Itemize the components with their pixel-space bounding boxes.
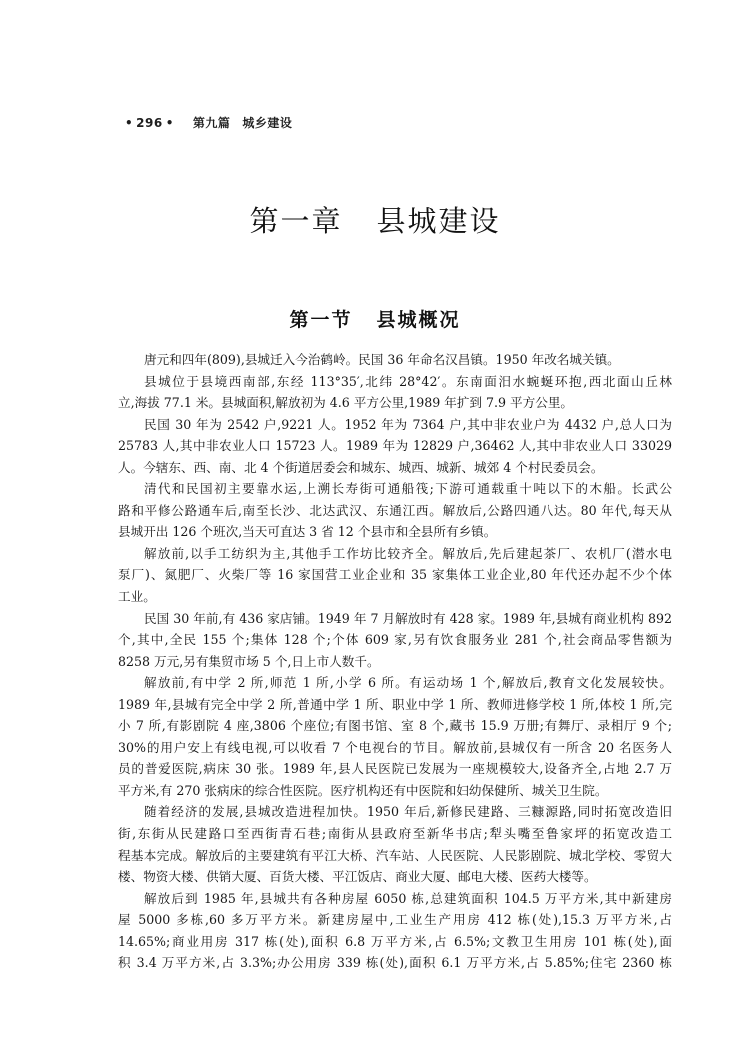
section-number: 第一节 [289, 309, 353, 331]
section-title: 县城概况 [376, 309, 461, 331]
text-line: 程基本完成。解放后的主要建筑有平江大桥、汽车站、人民医院、人民影剧院、城北学校、零贸大 [118, 847, 672, 863]
part-number: 第九篇 [192, 116, 231, 130]
part-title: 城乡建设 [242, 116, 293, 130]
section-heading [0, 305, 750, 332]
chapter-title: 县城建设 [376, 204, 501, 238]
chapter-number: 第一章 [249, 204, 343, 238]
text-line: 屋 5000 多栋,60 多万平方米。新建房屋中,工业生产用房 412 栋(处),15.3 万平方米,占 [118, 912, 672, 928]
text-line: 积 3.4 万平方米,占 3.3%;办公用房 339 栋(处),面积 6.1 万平方米,占 5.85%;住宅 2360 栋 [118, 955, 672, 971]
text-line: 随着经济的发展,县城改造进程加快。1950 年后,新修民建路、三糠源路,同时拓宽改造旧 [144, 804, 672, 820]
body-text [118, 349, 672, 974]
bullet-dot: • [125, 116, 134, 130]
text-line: 唐元和四年(809),县城迁入今治鹤岭。民国 36 年命名汉昌镇。1950 年改名城关镇。 [144, 352, 620, 367]
text-line: 解放前,有中学 2 所,师范 1 所,小学 6 所。有运动场 1 个,解放后,教育文化发展较快。 [144, 675, 672, 691]
text-line: 人。今辖东、西、南、北 4 个街道居委会和城东、城西、城新、城郊 4 个村民委员会。 [118, 459, 604, 475]
text-line: 县城开出 126 个班次,当天可直达 3 省 12 个县市和全县所有乡镇。 [118, 524, 497, 540]
text-line: 县城位于县境西南部,东经 113°35′,北纬 28°42′。东南面汨水蜿蜒环抱,西北面山丘林 [144, 373, 672, 389]
text-line: 14.65%;商业用房 317 栋(处),面积 6.8 万平方米,占 6.5%;文教卫生用房 101 栋(处),面 [118, 933, 672, 949]
text-line: 工业。 [118, 589, 156, 605]
text-line: 清代和民国初主要靠水运,上溯长寿街可通船筏;下游可通载重十吨以下的木船。长武公 [144, 481, 672, 497]
text-line: 泵厂)、氮肥厂、火柴厂等 16 家国营工业企业和 35 家集体工业企业,80 年代还办起不少个体 [118, 567, 672, 583]
bullet-dot: • [165, 116, 174, 130]
text-line: 个,其中,全民 155 个;集体 128 个;个体 609 家,另有饮食服务业 281 个,社会商品零售额为 [118, 632, 672, 648]
text-line: 员的普爱医院,病床 30 张。1989 年,县人民医院已发展为一座规模较大,设备齐全,占地 2.7 万 [118, 761, 672, 777]
running-header [122, 114, 292, 131]
text-line: 1989 年,县城有完全中学 2 所,普通中学 1 所、职业中学 1 所、教师进修学校 1 所,体校 1 所,完 [118, 696, 672, 712]
text-line: 楼、物资大楼、供销大厦、百货大楼、平江饭店、商业大厦、邮电大楼、医药大楼等。 [118, 869, 597, 885]
text-line: 平方米,有 270 张病床的综合性医院。医疗机构还有中医院和妇幼保健所、城关卫生院。 [118, 782, 608, 798]
text-line: 8258 万元,另有集贸市场 5 个,日上市人数千。 [118, 653, 380, 669]
page-number: 296 [136, 116, 163, 130]
text-line: 街,东街从民建路口至西街青石巷;南街从县政府至新华书店;犁头嘴至鲁家坪的拓宽改造工 [118, 826, 672, 842]
text-line: 30%的用户安上有线电视,可以收看 7 个电视台的节目。解放前,县城仅有一所含 20 名医务人 [118, 739, 672, 755]
text-line: 路和平修公路通车后,南至长沙、北达武汉、东通江西。解放后,公路四通八达。80 年代,每天从 [118, 502, 672, 518]
text-line: 小 7 所,有影剧院 4 座,3806 个座位;有图书馆、室 8 个,藏书 15.9 万册;有舞厅、录相厅 9 个; [118, 718, 672, 734]
text-line: 解放前,以手工纺织为主,其他手工作坊比较齐全。解放后,先后建起茶厂、农机厂(潜水电 [144, 545, 672, 561]
chapter-heading [0, 199, 750, 240]
text-line: 立,海拔 77.1 米。县城面积,解放初为 4.6 平方公里,1989 年扩到 7.9 平方公里。 [118, 395, 574, 411]
text-line: 民国 30 年前,有 436 家店铺。1949 年 7 月解放时有 428 家。1989 年,县城有商业机构 892 [144, 610, 672, 626]
text-line: 25783 人,其中非农业人口 15723 人。1989 年为 12829 户,36462 人,其中非农业人口 33029 [118, 438, 672, 454]
text-line: 民国 30 年为 2542 户,9221 人。1952 年为 7364 户,其中非农业户为 4432 户,总人口为 [144, 416, 672, 432]
text-line: 解放后到 1985 年,县城共有各种房屋 6050 栋,总建筑面积 104.5 万平方米,其中新建房 [144, 890, 672, 906]
